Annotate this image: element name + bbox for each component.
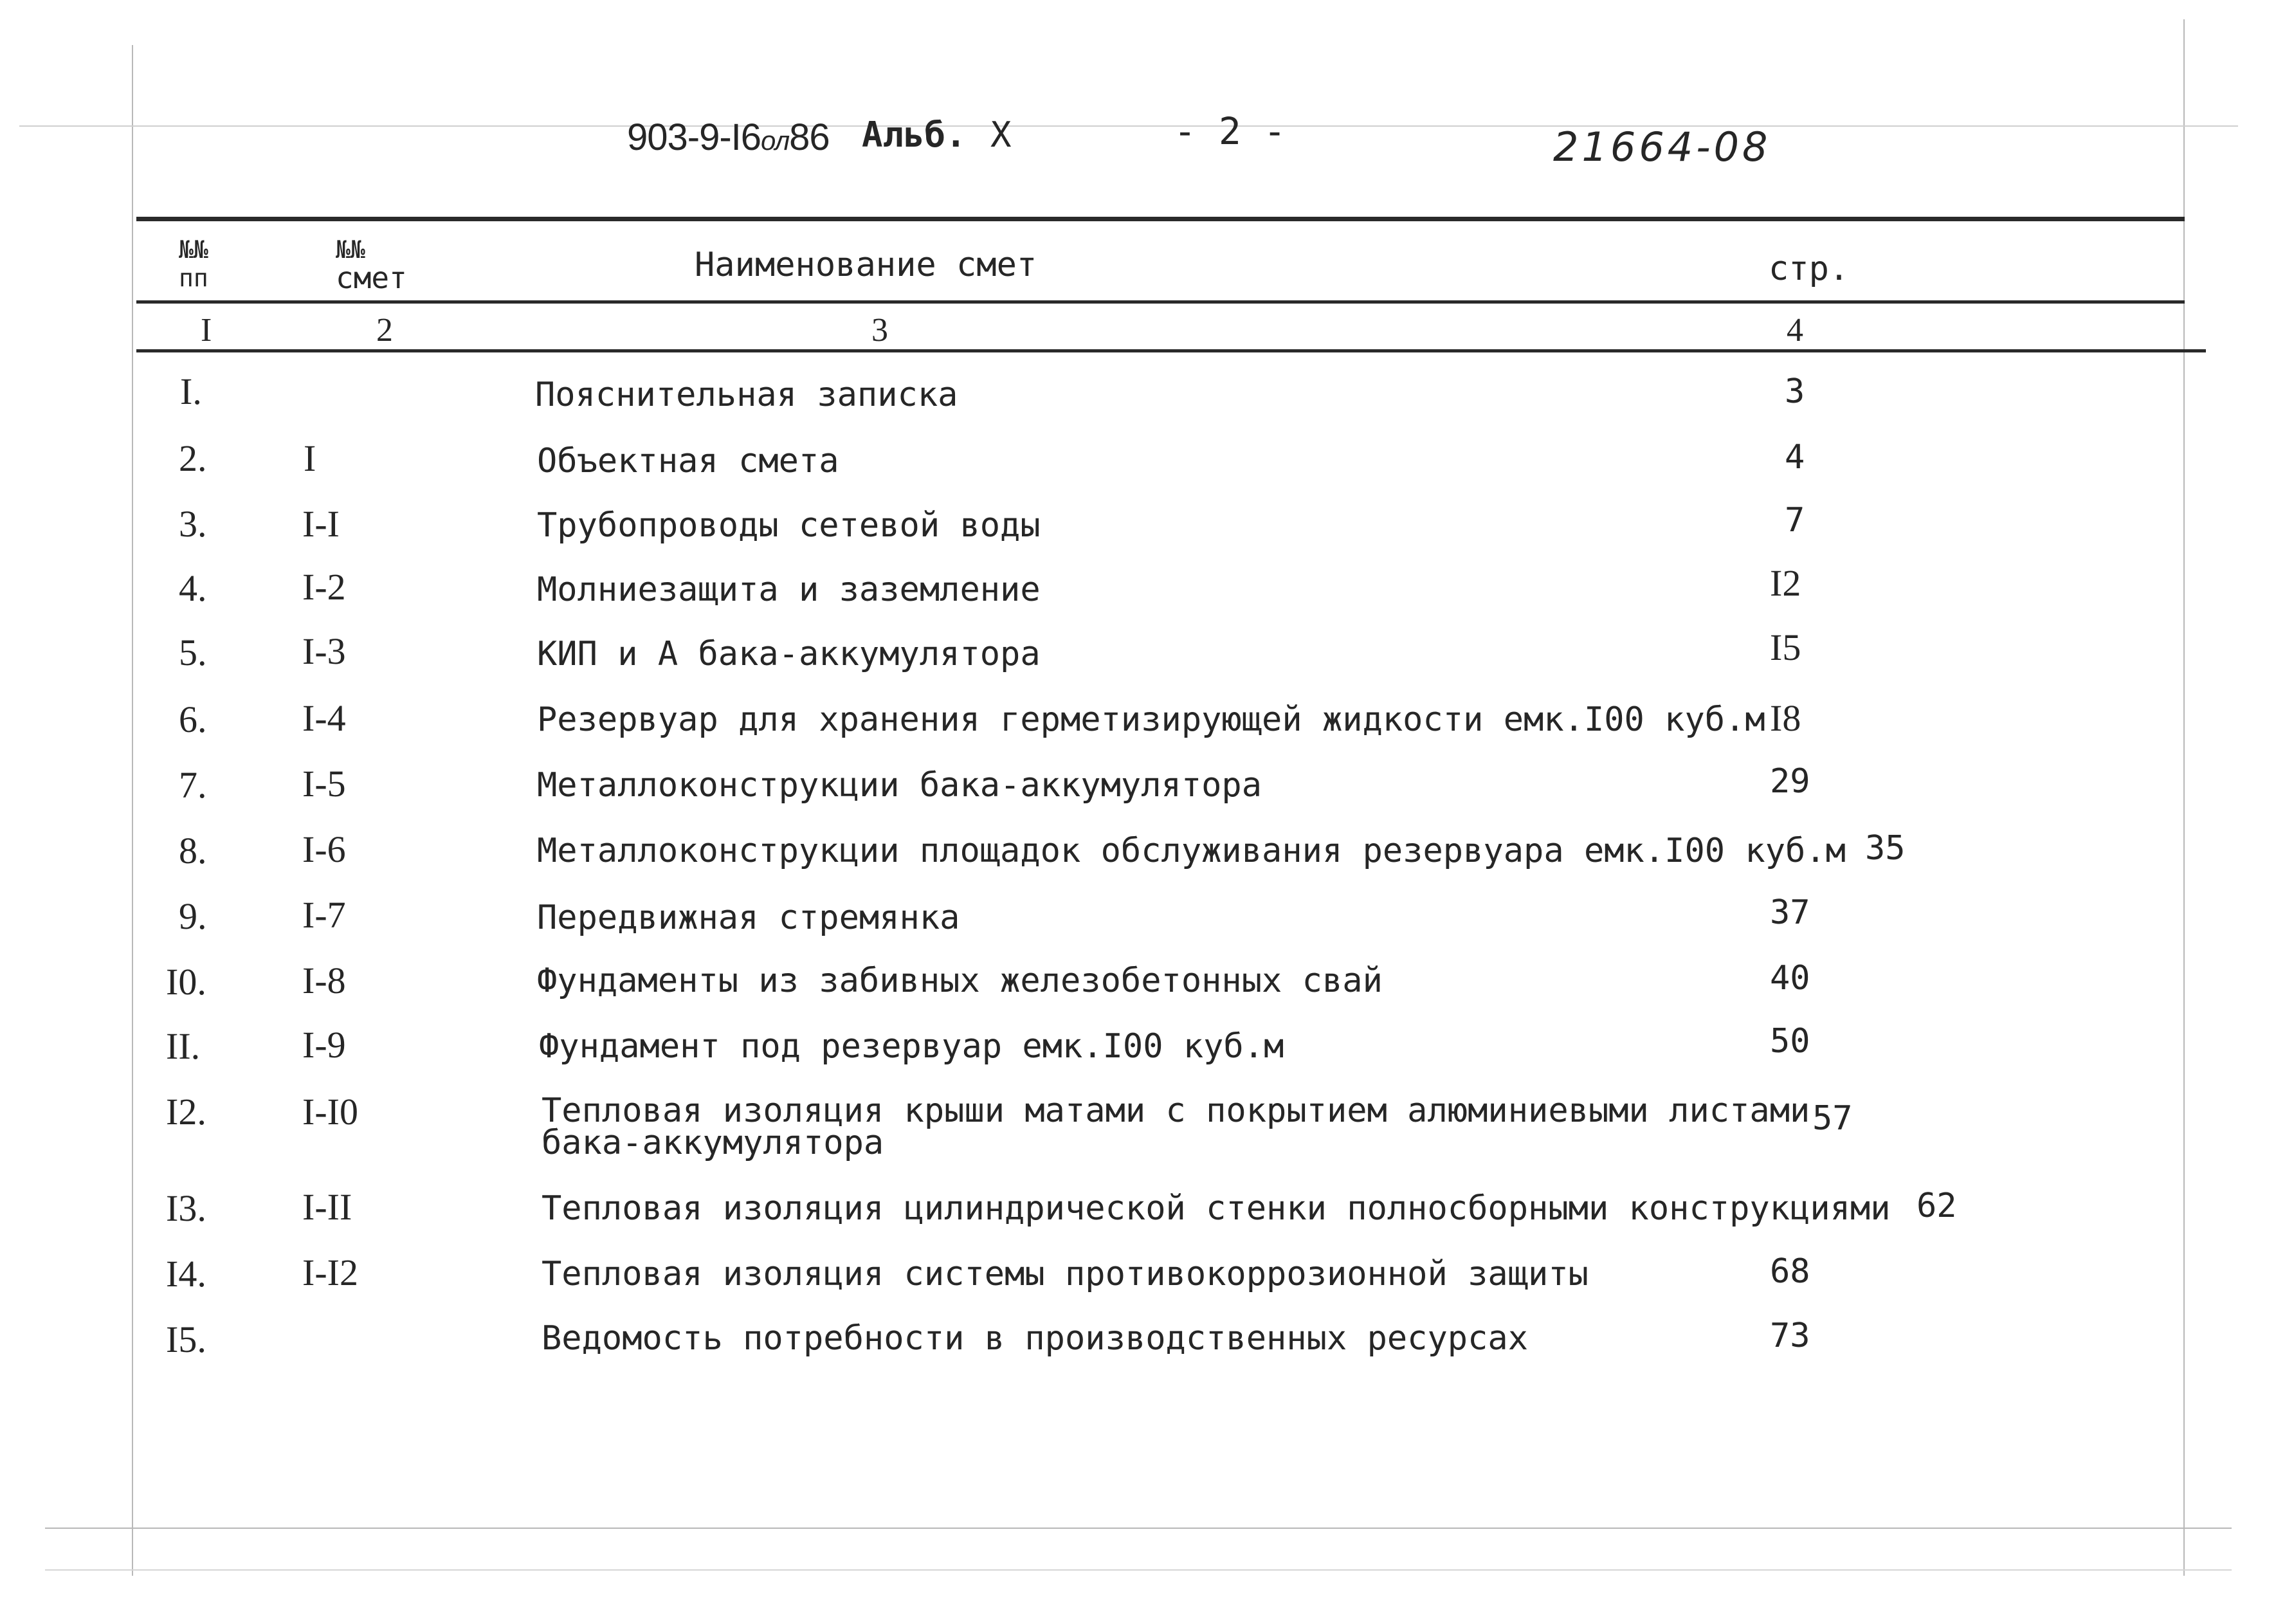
row-number: 7. — [179, 764, 207, 806]
estimate-name: Металлоконструкции площадок обслуживания резервуара емк.I00 куб.м — [537, 832, 1846, 870]
estimate-name: Тепловая изоляция крыши матами с покрытием алюминиевыми листами — [542, 1091, 1810, 1130]
top-scan-line — [19, 125, 2238, 127]
estimate-name: Молниезащита и заземление — [537, 570, 1041, 609]
estimate-number: I-I2 — [302, 1252, 358, 1293]
header-estimate-no — [336, 235, 407, 295]
estimate-name: Фундаменты из забивных железобетонных свай — [537, 962, 1383, 1000]
header-row-no — [179, 235, 208, 292]
bottom-scan-line — [45, 1528, 2232, 1529]
header-rule — [136, 300, 2185, 304]
page-ref: 7 — [1785, 501, 1805, 540]
estimate-name: Пояснительная записка — [535, 376, 958, 414]
page-ref: I2 — [1770, 562, 1801, 604]
estimate-name: Объектная смета — [537, 442, 839, 480]
column-number-1: I — [201, 312, 212, 349]
page-ref: 50 — [1770, 1022, 1810, 1061]
estimate-name-continued: бака-аккумулятора — [542, 1124, 884, 1162]
page-ref: I5 — [1770, 626, 1801, 668]
row-number: I4. — [166, 1253, 206, 1295]
page-ref: 29 — [1770, 762, 1810, 801]
row-number: 3. — [179, 503, 207, 545]
estimate-name: Тепловая изоляция цилиндрической стенки полносборными конструкциями — [542, 1189, 1891, 1228]
row-number: 9. — [179, 895, 207, 937]
column-number-3: 3 — [871, 312, 888, 349]
right-margin-line — [2183, 19, 2185, 1576]
row-number: I3. — [166, 1187, 206, 1229]
row-number: 5. — [179, 632, 207, 673]
estimate-number: I-II — [302, 1186, 352, 1228]
estimate-number: I — [304, 437, 316, 479]
row-number: II. — [166, 1025, 201, 1067]
estimate-number: I-2 — [302, 566, 346, 608]
page-ref: 68 — [1770, 1252, 1810, 1291]
estimate-name: Резервуар для хранения герметизирующей жидкости емк.I00 куб.м — [537, 700, 1765, 739]
row-number: 6. — [179, 698, 207, 740]
column-number-2: 2 — [376, 312, 393, 349]
page-ref: 62 — [1916, 1187, 1957, 1225]
header-row-no-bottom: пп — [179, 264, 208, 292]
page-number: - 2 - — [1174, 109, 1286, 153]
estimate-number: I-5 — [302, 763, 346, 805]
row-number: 4. — [179, 567, 207, 609]
row-number: I. — [180, 370, 202, 412]
estimate-number: I-8 — [302, 960, 346, 1001]
column-number-4: 4 — [1787, 312, 1803, 349]
estimate-number: I-4 — [302, 697, 346, 739]
estimate-number: I-I — [302, 503, 340, 545]
row-number: I0. — [166, 961, 206, 1003]
page-ref: 4 — [1785, 438, 1805, 477]
album-number: X — [990, 114, 1012, 155]
row-number: I2. — [166, 1091, 206, 1133]
row-number: 8. — [179, 830, 207, 871]
header-name: Наименование смет — [695, 246, 1037, 284]
header-estimate-no-bottom: смет — [336, 260, 407, 295]
left-margin-line — [132, 45, 133, 1576]
estimate-number: I-6 — [302, 828, 346, 870]
table-top-rule — [136, 217, 2185, 221]
estimate-name: Металлоконструкции бака-аккумулятора — [537, 766, 1262, 805]
estimate-number: I-9 — [302, 1024, 346, 1066]
estimate-name: Тепловая изоляция системы противокоррозионной защиты — [542, 1255, 1589, 1293]
document-code: 903-9-I6ол86 — [627, 116, 830, 158]
estimate-name: КИП и А бака-аккумулятора — [537, 635, 1041, 673]
page-ref: 35 — [1865, 829, 1906, 868]
estimate-name: Передвижная стремянка — [537, 899, 960, 937]
row-number: I5. — [166, 1318, 206, 1360]
header-row-no-top: №№ — [179, 235, 208, 264]
estimate-name: Трубопроводы сетевой воды — [537, 506, 1041, 545]
page-ref: 57 — [1812, 1099, 1853, 1138]
estimate-number: I-3 — [302, 630, 346, 672]
estimate-name: Ведомость потребности в производственных ресурсах — [542, 1319, 1529, 1358]
column-numbers-rule — [136, 349, 2206, 352]
page-ref: I8 — [1770, 697, 1801, 739]
row-number: 2. — [179, 437, 207, 479]
estimate-number: I-7 — [302, 894, 346, 936]
album-label: Альб. — [862, 114, 967, 155]
estimate-name: Фундамент под резервуар емк.I00 куб.м — [539, 1027, 1284, 1066]
header-estimate-no-top: №№ — [336, 235, 365, 264]
page-ref: 40 — [1770, 959, 1810, 998]
page-ref: 37 — [1770, 893, 1810, 932]
handwritten-number: 21664-08 — [1553, 123, 1771, 170]
bottom-scan-line-2 — [45, 1569, 2232, 1571]
header-page: стр. — [1769, 250, 1850, 288]
page-ref: 3 — [1785, 372, 1805, 411]
estimate-number: I-I0 — [302, 1091, 358, 1133]
page-ref: 73 — [1770, 1317, 1810, 1355]
